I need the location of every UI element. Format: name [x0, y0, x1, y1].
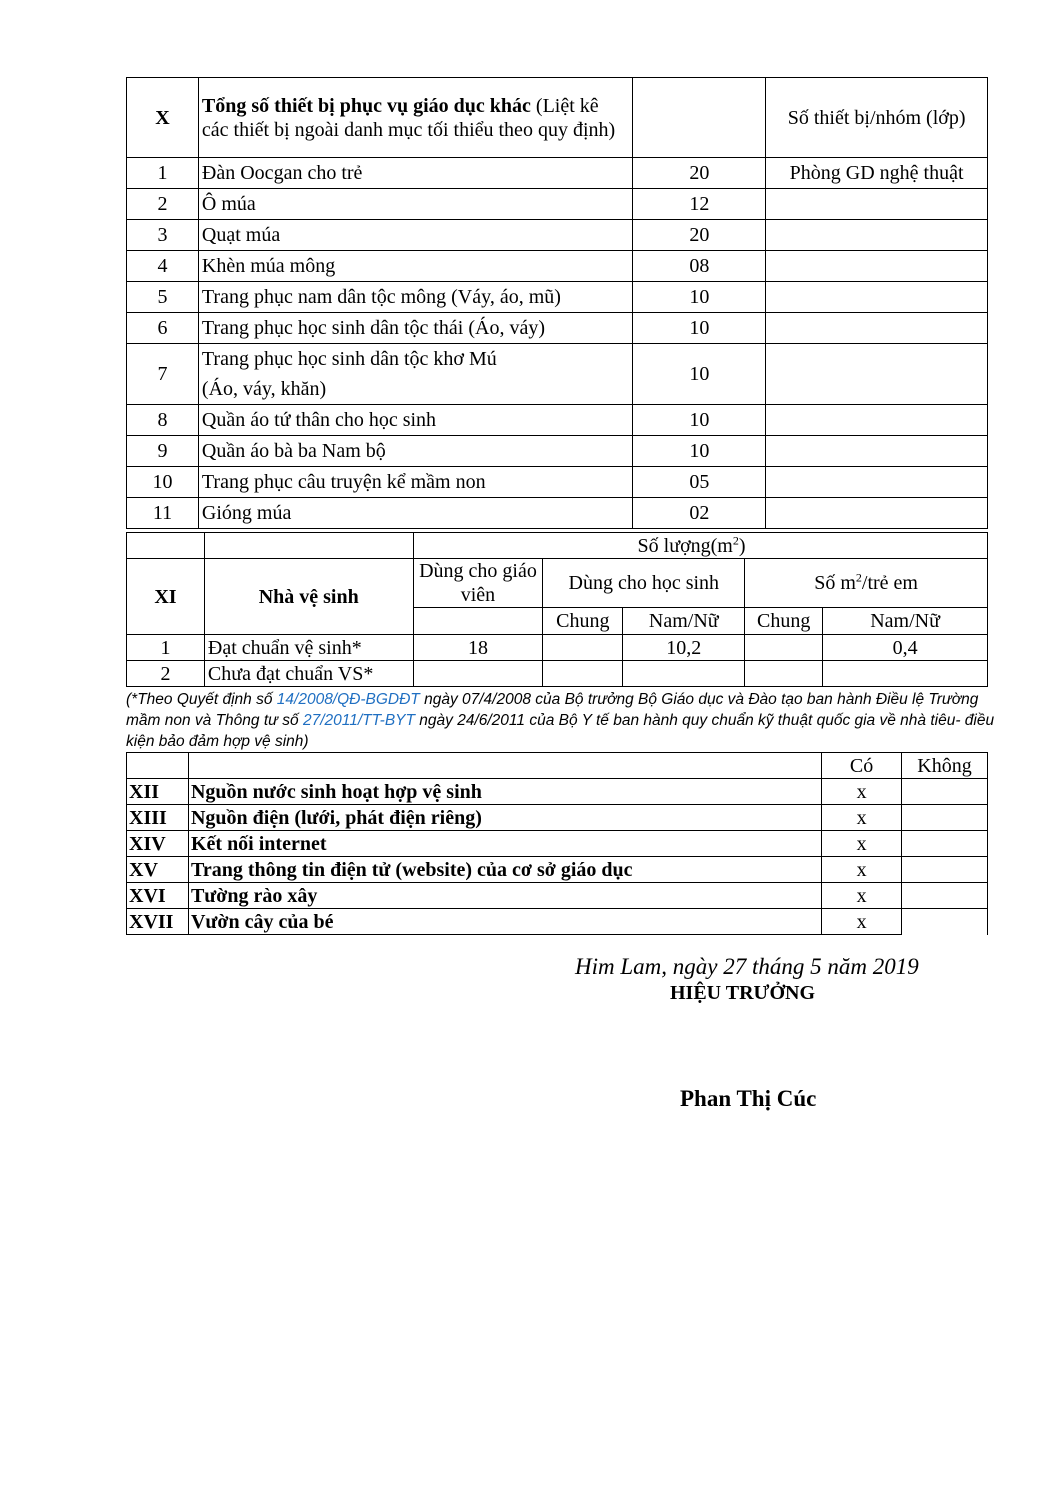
item-name: Quạt múa	[198, 220, 633, 251]
facilities-header-row	[127, 753, 988, 779]
table-row	[127, 883, 988, 909]
subheader-namnu: Nam/Nữ	[823, 608, 988, 635]
row-number: 5	[127, 282, 199, 313]
table-row	[127, 189, 988, 220]
subheader-namnu: Nam/Nữ	[623, 608, 745, 635]
item-quantity: 10	[633, 313, 766, 344]
row-number: XIV	[127, 831, 189, 857]
column-header-yes: Có	[822, 753, 902, 779]
item-quantity: 20	[633, 220, 766, 251]
table-row	[127, 831, 988, 857]
per-child-namnu-value	[823, 661, 988, 687]
item-name: Nguồn nước sinh hoạt hợp vệ sinh	[188, 779, 821, 805]
section-title: Nhà vệ sinh	[204, 559, 413, 635]
empty-cell	[413, 608, 543, 635]
table-row	[127, 344, 988, 405]
item-quantity: 10	[633, 282, 766, 313]
per-child-chung-value	[745, 635, 823, 661]
toilet-table	[126, 532, 988, 687]
row-number: 4	[127, 251, 199, 282]
item-quantity: 05	[633, 467, 766, 498]
column-header-no: Không	[902, 753, 988, 779]
signature-name: Phan Thị Cúc	[680, 1086, 817, 1111]
item-name: Chưa đạt chuẩn VS*	[204, 661, 413, 687]
row-number: XV	[127, 857, 189, 883]
student-header: Dùng cho học sinh	[543, 559, 745, 608]
row-number: 11	[127, 498, 199, 529]
empty-cell	[127, 753, 189, 779]
per-child-header: Số $m^2$/trẻ em	[745, 559, 988, 608]
row-number: 3	[127, 220, 199, 251]
yes-mark: x	[822, 857, 902, 883]
no-mark	[902, 831, 988, 857]
item-note	[766, 344, 988, 405]
item-note	[766, 498, 988, 529]
item-note	[766, 189, 988, 220]
item-name: Trang phục học sinh dân tộc khơ Mú (Áo, váy, khăn)	[198, 344, 633, 405]
facilities-table	[126, 752, 988, 935]
item-name: Ô múa	[198, 189, 633, 220]
item-name: Trang phục nam dân tộc mông (Váy, áo, mũ)	[198, 282, 633, 313]
no-mark	[902, 779, 988, 805]
subheader-chung: Chung	[745, 608, 823, 635]
item-note	[766, 251, 988, 282]
table-row	[127, 805, 988, 831]
item-name: Trang phục học sinh dân tộc thái (Áo, váy)	[198, 313, 633, 344]
item-name: Trang phục câu truyện kể mầm non	[198, 467, 633, 498]
item-note	[766, 282, 988, 313]
item-quantity: 10	[633, 436, 766, 467]
no-mark	[902, 909, 988, 935]
equipment-table	[126, 77, 988, 529]
student-namnu-value	[623, 661, 745, 687]
no-mark	[902, 883, 988, 909]
item-name: Đạt chuẩn vệ sinh*	[204, 635, 413, 661]
row-number: 1	[127, 635, 205, 661]
empty-cell	[188, 753, 821, 779]
item-note	[766, 467, 988, 498]
row-number: XII	[127, 779, 189, 805]
row-number: XVI	[127, 883, 189, 909]
table-row	[127, 467, 988, 498]
table-row	[127, 635, 988, 661]
row-number: 10	[127, 467, 199, 498]
table-row	[127, 498, 988, 529]
teacher-header: Dùng cho giáo viên	[413, 559, 543, 608]
student-chung-value	[543, 661, 623, 687]
circular-link[interactable]: 27/2011/TT-BYT	[302, 712, 415, 729]
student-chung-value	[543, 635, 623, 661]
item-note: Phòng GD nghệ thuật	[766, 158, 988, 189]
empty-cell	[633, 78, 766, 158]
table-row	[127, 282, 988, 313]
per-child-namnu-value: 0,4	[823, 635, 988, 661]
section-x-header-row	[127, 78, 988, 158]
student-namnu-value: 10,2	[623, 635, 745, 661]
row-number: 1	[127, 158, 199, 189]
row-number: 6	[127, 313, 199, 344]
table-row	[127, 251, 988, 282]
item-note	[766, 313, 988, 344]
section-number: XI	[127, 559, 205, 635]
item-name: Quần áo tứ thân cho học sinh	[198, 405, 633, 436]
item-note	[766, 436, 988, 467]
yes-mark: x	[822, 805, 902, 831]
table-row	[127, 857, 988, 883]
decision-link[interactable]: 14/2008/QĐ-BGDĐT	[276, 691, 420, 708]
row-number: 2	[127, 189, 199, 220]
empty-cell	[204, 533, 413, 559]
teacher-value	[413, 661, 543, 687]
yes-mark: x	[822, 909, 902, 935]
item-quantity: 12	[633, 189, 766, 220]
signature-date: Him Lam, ngày 27 tháng 5 năm 2019	[575, 954, 919, 979]
item-note	[766, 220, 988, 251]
item-name: Quần áo bà ba Nam bộ	[198, 436, 633, 467]
table-row	[127, 909, 988, 935]
item-name: Tường rào xây	[188, 883, 821, 909]
toilet-header-row	[127, 559, 988, 608]
table-row	[127, 220, 988, 251]
table-row	[127, 158, 988, 189]
item-name: Gióng múa	[198, 498, 633, 529]
item-name: Trang thông tin điện tử (website) của cơ sở giáo dục	[188, 857, 821, 883]
row-number: 8	[127, 405, 199, 436]
no-mark	[902, 857, 988, 883]
yes-mark: x	[822, 779, 902, 805]
table-row	[127, 661, 988, 687]
row-number: XIII	[127, 805, 189, 831]
row-number: 9	[127, 436, 199, 467]
teacher-value: 18	[413, 635, 543, 661]
item-name: Kết nối internet	[188, 831, 821, 857]
per-child-chung-value	[745, 661, 823, 687]
row-number: 7	[127, 344, 199, 405]
item-note	[766, 405, 988, 436]
item-quantity: 10	[633, 405, 766, 436]
footnote: (*Theo Quyết định số 14/2008/QĐ-BGDĐT ngày 07/4/2008 của Bộ trưởng Bộ Giáo dục và Đào tạo ban hành Điều lệ Trường mầm non và Thông tư số 27/2011/TT-BYT ngày 24/6/2011 của Bộ Y tế ban hành quy chuẩn kỹ thuật quốc gia về nhà tiêu- điều kiện bảo đảm hợp vệ sinh)	[126, 691, 995, 750]
no-mark	[902, 805, 988, 831]
yes-mark: x	[822, 831, 902, 857]
signature-title: HIỆU TRƯỞNG	[670, 982, 816, 1004]
item-quantity: 02	[633, 498, 766, 529]
item-quantity: 08	[633, 251, 766, 282]
subheader-chung: Chung	[543, 608, 623, 635]
item-name: Vườn cây của bé	[188, 909, 821, 935]
table-row	[127, 405, 988, 436]
table-row	[127, 436, 988, 467]
table-row	[127, 779, 988, 805]
yes-mark: x	[822, 883, 902, 909]
quantity-header-row	[127, 533, 988, 559]
table-row	[127, 313, 988, 344]
row-number: 2	[127, 661, 205, 687]
section-title: Tổng số thiết bị phục vụ giáo dục khác (Liệt kê các thiết bị ngoài danh mục tối thiểu theo quy định)	[198, 78, 633, 158]
item-name: Đàn Oocgan cho trẻ	[198, 158, 633, 189]
section-number: X	[127, 78, 199, 158]
item-name: Nguồn điện (lưới, phát điện riêng)	[188, 805, 821, 831]
quantity-header: Số $lượng(m^2)$	[413, 533, 987, 559]
item-name: Khèn múa mông	[198, 251, 633, 282]
empty-cell	[127, 533, 205, 559]
item-quantity: 10	[633, 344, 766, 405]
row-number: XVII	[127, 909, 189, 935]
item-quantity: 20	[633, 158, 766, 189]
column-header-note: Số thiết bị/nhóm (lớp)	[766, 78, 988, 158]
